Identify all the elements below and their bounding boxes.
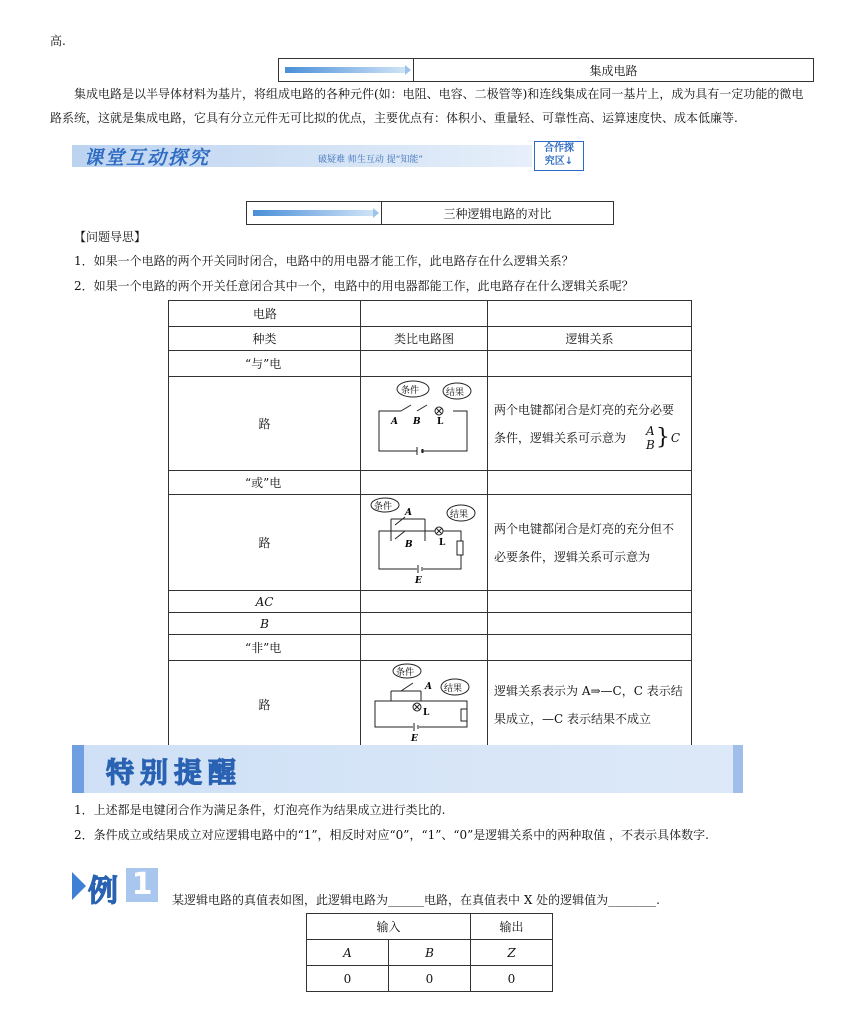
or-symbol-b: B [169, 613, 361, 635]
special-note-title: 特别提醒 [106, 756, 243, 789]
example-word: 例 [88, 874, 118, 909]
switch-a-label: A [425, 682, 432, 692]
battery-label: E [411, 734, 418, 744]
switch-a-label: A [391, 417, 398, 427]
or-symbol-ac: AC [169, 591, 361, 613]
example-number: 1 [126, 868, 158, 902]
and-type-top: “与”电 [169, 351, 361, 377]
header-relation: 逻辑关系 [488, 327, 692, 351]
or-relation: 两个电键都闭合是灯亮的充分但不 必要条件，逻辑关系可示意为 [488, 495, 692, 591]
note-1: 1．上述都是电键闭合作为满足条件，灯泡亮作为结果成立进行类比的. [74, 803, 446, 817]
truth-header-input: 输入 [307, 914, 471, 940]
and-circuit-svg [361, 377, 487, 467]
header-type: 种类 [169, 327, 361, 351]
truth-col-a: A [307, 940, 389, 966]
truth-col-b: B [389, 940, 471, 966]
truth-header-output: 输出 [471, 914, 553, 940]
section-title: 三种逻辑电路的对比 [443, 206, 552, 221]
example-label [72, 866, 158, 909]
not-circuit-diagram [361, 661, 488, 749]
special-note-banner [72, 745, 743, 793]
guide-title: 【问题导思】 [74, 230, 147, 244]
truth-cell: 0 [471, 966, 553, 992]
note-2: 2．条件成立或结果成立对应逻辑电路中的“1”，相反时对应“0”，“1”、“0”是逻辑关系中的两种取值 ，不表示具体数字. [74, 828, 709, 842]
section-title: 集成电路 [589, 63, 638, 78]
not-circuit-svg [361, 661, 487, 745]
and-relation-symbol: A B } C [646, 423, 681, 452]
header-circuit: 电路 [169, 301, 361, 327]
and-circuit-diagram [361, 377, 488, 471]
logic-comparison-table [168, 300, 692, 749]
example-question: 某逻辑电路的真值表如图，此逻辑电路为______电路，在真值表中 X 处的逻辑值为________. [172, 893, 660, 907]
section-arrow-icon [247, 202, 382, 224]
not-type-bottom: 路 [169, 661, 361, 749]
result-bubble-label: 结果 [450, 510, 469, 520]
condition-bubble-label: 条件 [396, 668, 415, 678]
section-heading-integrated-circuit [278, 58, 814, 82]
header-badge: 合作探 究区↓ [534, 141, 584, 171]
truth-table [306, 913, 553, 992]
lamp-label: L [423, 708, 430, 718]
switch-b-label: B [405, 540, 413, 550]
condition-bubble-label: 条件 [401, 386, 420, 396]
switch-b-label: B [413, 417, 421, 427]
truth-cell: 0 [307, 966, 389, 992]
question-1: 1．如果一个电路的两个开关同时闭合，电路中的用电器才能工作，此电路存在什么逻辑关系？ [74, 254, 574, 268]
and-type-bottom: 路 [169, 377, 361, 471]
result-bubble-label: 结果 [446, 388, 465, 398]
condition-bubble-label: 条件 [374, 502, 393, 512]
header-diagram: 类比电路图 [361, 327, 488, 351]
switch-a-label: A [405, 508, 412, 518]
paragraph-integrated-circuit: 集成电路是以半导体材料为基片，将组成电路的各种元件(如：电阻、电容、二极管等)和连线集成在同一基片上，成为具有一定功能的微电路系统，这就是集成电路，它具有分立元件无可比拟的优点，主要优点有：体积小、重量轻、可靠性高、运算速度快、成本低廉等. [50, 87, 804, 125]
question-2: 2．如果一个电路的两个开关任意闭合其中一个，电路中的用电器都能工作，此电路存在什么逻辑关系呢？ [74, 279, 634, 293]
result-bubble-label: 结果 [444, 684, 463, 694]
or-circuit-svg [361, 495, 487, 587]
lamp-label: L [437, 417, 444, 427]
not-relation: 逻辑关系表示为 A⇒—C，C 表示结 果成立，—C 表示结果不成立 [488, 661, 692, 749]
arrow-down-icon: ↓ [564, 156, 574, 167]
header-title: 课堂互动探究 [84, 147, 211, 169]
and-relation: 两个电键都闭合是灯亮的充分必要 条件，逻辑关系可示意为 A B } C [488, 377, 692, 471]
play-arrow-icon [72, 872, 86, 900]
header-bar [72, 141, 584, 171]
not-type-top: “非”电 [169, 635, 361, 661]
top-fragment: 高. [50, 34, 66, 48]
header-slogan: 破疑难 师生互动 提“知能” [318, 155, 424, 165]
truth-cell: 0 [389, 966, 471, 992]
lamp-label: L [439, 538, 446, 548]
or-type-bottom: 路 [169, 495, 361, 591]
or-type-top: “或”电 [169, 471, 361, 495]
or-circuit-diagram [361, 495, 488, 591]
battery-label: E [415, 576, 422, 586]
section-heading-three-logic [246, 201, 614, 225]
truth-col-z: Z [471, 940, 553, 966]
section-arrow-icon [279, 59, 414, 81]
